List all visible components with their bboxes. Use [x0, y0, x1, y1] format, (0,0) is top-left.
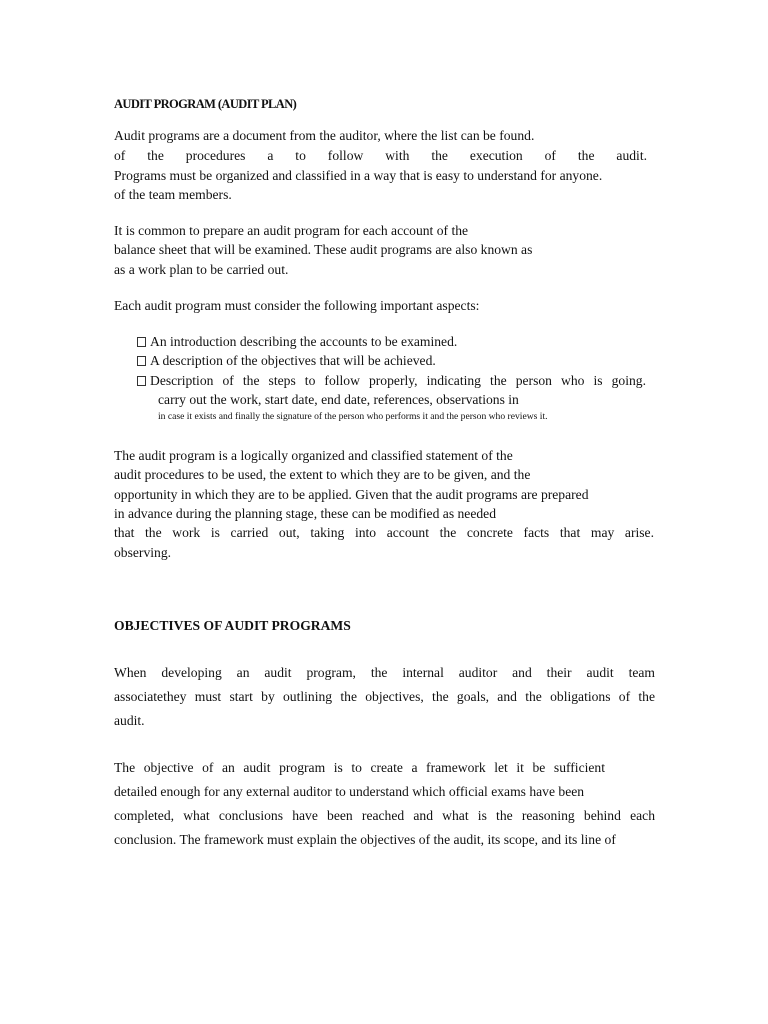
- paragraph-line: opportunity in which they are to be applied. Given that the audit programs are prepared: [114, 487, 589, 502]
- paragraph-line: Audit programs are a document from the auditor, where the list can be found.: [114, 128, 535, 143]
- bullet-box-icon: [137, 337, 146, 347]
- paragraph-line: Each audit program must consider the following important aspects:: [114, 298, 480, 313]
- paragraph-line: The audit program is a logically organized and classified statement of the: [114, 448, 513, 463]
- bullet-box-icon: [137, 376, 146, 386]
- paragraph-line: of the team members.: [114, 187, 232, 202]
- bullet-text: An introduction describing the accounts to be examined.: [150, 334, 458, 349]
- bullet-box-icon: [137, 356, 146, 366]
- paragraph-line: conclusion. The framework must explain the objectives of the audit, its scope, and its line of: [114, 832, 616, 847]
- paragraph-line: in advance during the planning stage, these can be modified as needed: [114, 506, 496, 521]
- paragraph-line: When developing an audit program, the internal auditor and their audit team: [114, 665, 655, 680]
- paragraph-line: balance sheet that will be examined. These audit programs are also known as: [114, 242, 533, 257]
- bullet-item: [137, 353, 436, 369]
- bullet-continuation: carry out the work, start date, end date, references, observations in: [158, 392, 519, 407]
- paragraph-line: It is common to prepare an audit program for each account of the: [114, 223, 469, 238]
- paragraph-line: observing.: [114, 545, 172, 560]
- section-title-objectives: OBJECTIVES OF AUDIT PROGRAMS: [114, 618, 351, 633]
- bullet-item: [137, 334, 457, 350]
- bullet-text: A description of the objectives that will be achieved.: [150, 353, 436, 368]
- bullet-item: [137, 373, 646, 389]
- paragraph-line: completed, what conclusions have been reached and what is the reasoning behind each: [114, 808, 655, 823]
- bullet-text: Description of the steps to follow properly, indicating the person who is going.: [150, 373, 646, 388]
- paragraph-line: as a work plan to be carried out.: [114, 262, 289, 277]
- paragraph-line: audit.: [114, 713, 145, 728]
- paragraph-line: of the procedures a to follow with the execution of the audit.: [114, 148, 647, 163]
- paragraph-line: associatethey must start by outlining the objectives, the goals, and the obligations of the: [114, 689, 655, 704]
- section-title-audit-program: AUDIT PROGRAM (AUDIT PLAN): [114, 97, 297, 111]
- paragraph-line: Programs must be organized and classified in a way that is easy to understand for anyone.: [114, 168, 603, 183]
- bullet-continuation-small: in case it exists and finally the signature of the person who performs it and the person who reviews it.: [158, 411, 548, 422]
- paragraph-line: detailed enough for any external auditor to understand which official exams have been: [114, 784, 585, 799]
- paragraph-line: The objective of an audit program is to create a framework let it be sufficient: [114, 760, 605, 775]
- paragraph-line: audit procedures to be used, the extent to which they are to be given, and the: [114, 467, 531, 482]
- paragraph-line: that the work is carried out, taking into account the concrete facts that may arise.: [114, 525, 654, 540]
